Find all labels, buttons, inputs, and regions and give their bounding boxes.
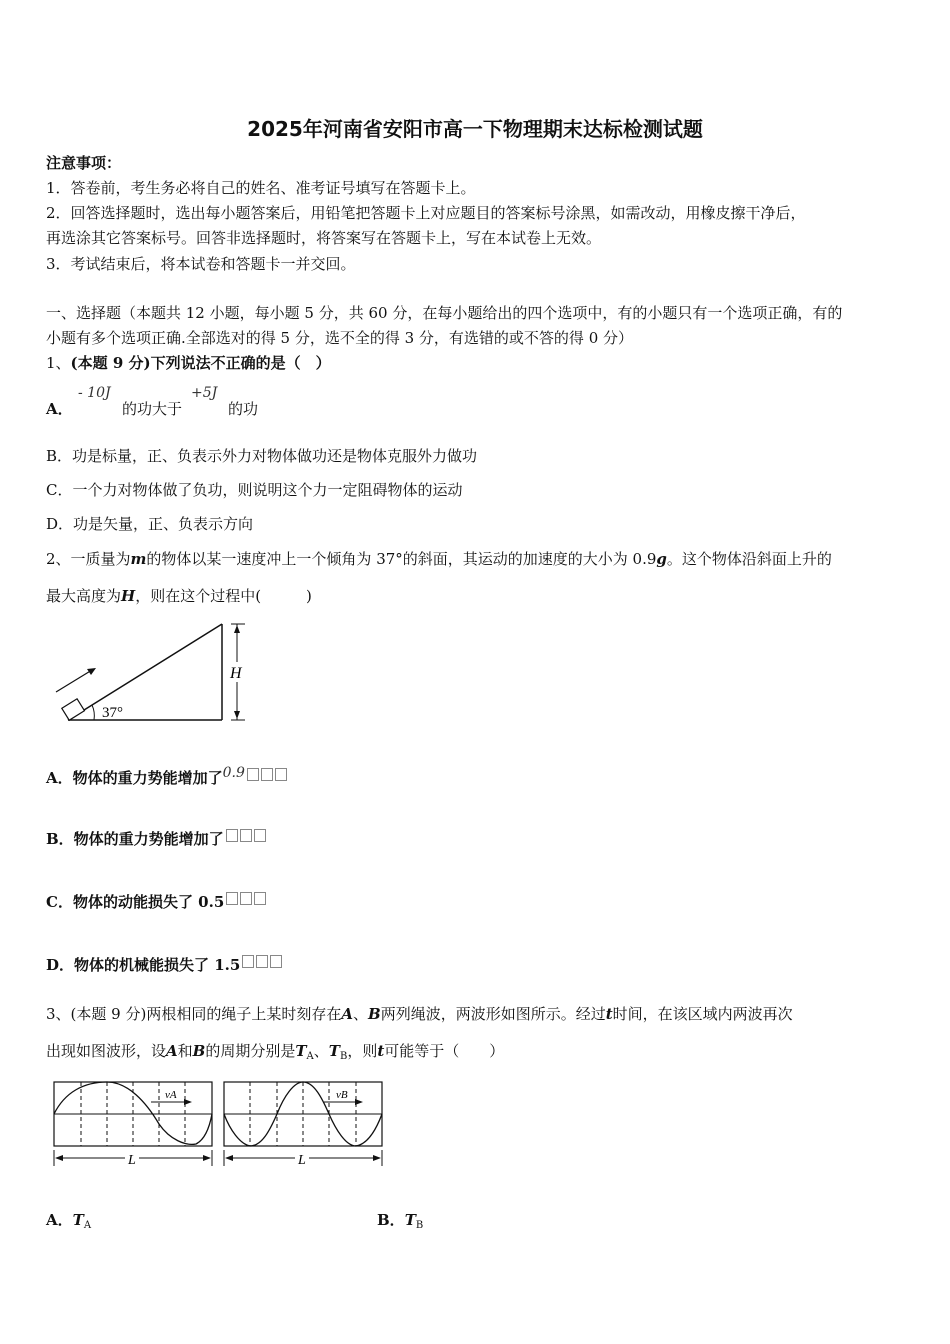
q2-option-b: B．物体的重力势能增加了 (46, 828, 266, 849)
q2-stem-line2: 最大高度为H，则在这个过程中( ) (46, 587, 312, 605)
q3-option-a: A．$T_A$ (46, 1211, 92, 1231)
q1-stem: 1、(本题 9 分)下列说法不正确的是（ ） (46, 354, 331, 372)
incline-height-label: H (230, 665, 242, 682)
q2-option-c: C．物体的动能损失了 0.5 (46, 891, 266, 912)
wave-a-velocity-label: vA (165, 1089, 177, 1101)
q3-option-b: B．$T_B$ (377, 1211, 424, 1231)
wave-b-velocity-label: vB (336, 1089, 348, 1101)
q1-option-a-value2: +5J (191, 385, 218, 401)
wave-b-length-label: L (298, 1153, 306, 1168)
q1-option-a-end: 的功 (228, 400, 259, 418)
q2-stem-line1: 2、一质量为m的物体以某一速度冲上一个倾角为 37°的斜面，其运动的加速度的大小为 0.9g。这个物体沿斜面上升的 (46, 550, 832, 568)
notice-item-2: 2．回答选择题时，选出每小题答案后，用铅笔把答题卡上对应题目的答案标号涂黑，如需改动，用橡皮擦干净后， (46, 204, 806, 222)
notice-item-3: 3．考试结束后，将本试卷和答题卡一并交回。 (46, 255, 356, 273)
incline-angle-label: 37° (102, 705, 123, 721)
q2-option-a: A．物体的重力势能增加了0.9 (46, 765, 287, 788)
q1-option-d: D．功是矢量，正、负表示方向 (46, 515, 254, 533)
q3-stem-line2: 出现如图波形，设A和B的周期分别是$T_A$、$T_B$，则t可能等于（ ） (46, 1042, 505, 1062)
wave-a-panel (54, 1082, 212, 1168)
section-header-line1: 一、选择题（本题共 12 小题，每小题 5 分，共 60 分，在每小题给出的四个选项中，有的小题只有一个选项正确，有的 (46, 304, 843, 322)
incline-figure (46, 616, 256, 728)
notice-item-2-cont: 再选涂其它答案标号。回答非选择题时，将答案写在答题卡上，写在本试卷上无效。 (46, 229, 602, 247)
q1-option-a-value1: - 10J (78, 385, 111, 401)
notice-item-1: 1．答卷前，考生务必将自己的姓名、准考证号填写在答题卡上。 (46, 179, 476, 197)
q3-stem-line1: 3、(本题 9 分)两根相同的绳子上某时刻存在A、B两列绳波，两波形如图所示。经过t时间，在该区域内两波再次 (46, 1005, 793, 1023)
q1-option-a-mid: 的功大于 (122, 400, 183, 418)
wave-b-panel (224, 1082, 382, 1168)
page-title: 2025年河南省安阳市高一下物理期末达标检测试题 (247, 117, 703, 141)
q1-option-a-label: A． (46, 400, 73, 418)
q1-option-c: C．一个力对物体做了负功，则说明这个力一定阻碍物体的运动 (46, 481, 463, 499)
wave-figure (48, 1078, 388, 1170)
q1-option-b: B．功是标量，正、负表示外力对物体做功还是物体克服外力做功 (46, 447, 478, 465)
q2-option-d: D．物体的机械能损失了 1.5 (46, 954, 282, 975)
wave-a-length-label: L (128, 1153, 136, 1168)
section-header-line2: 小题有多个选项正确.全部选对的得 5 分，选不全的得 3 分，有选错的或不答的得 0 分） (46, 329, 634, 347)
notice-heading: 注意事项： (46, 154, 122, 172)
